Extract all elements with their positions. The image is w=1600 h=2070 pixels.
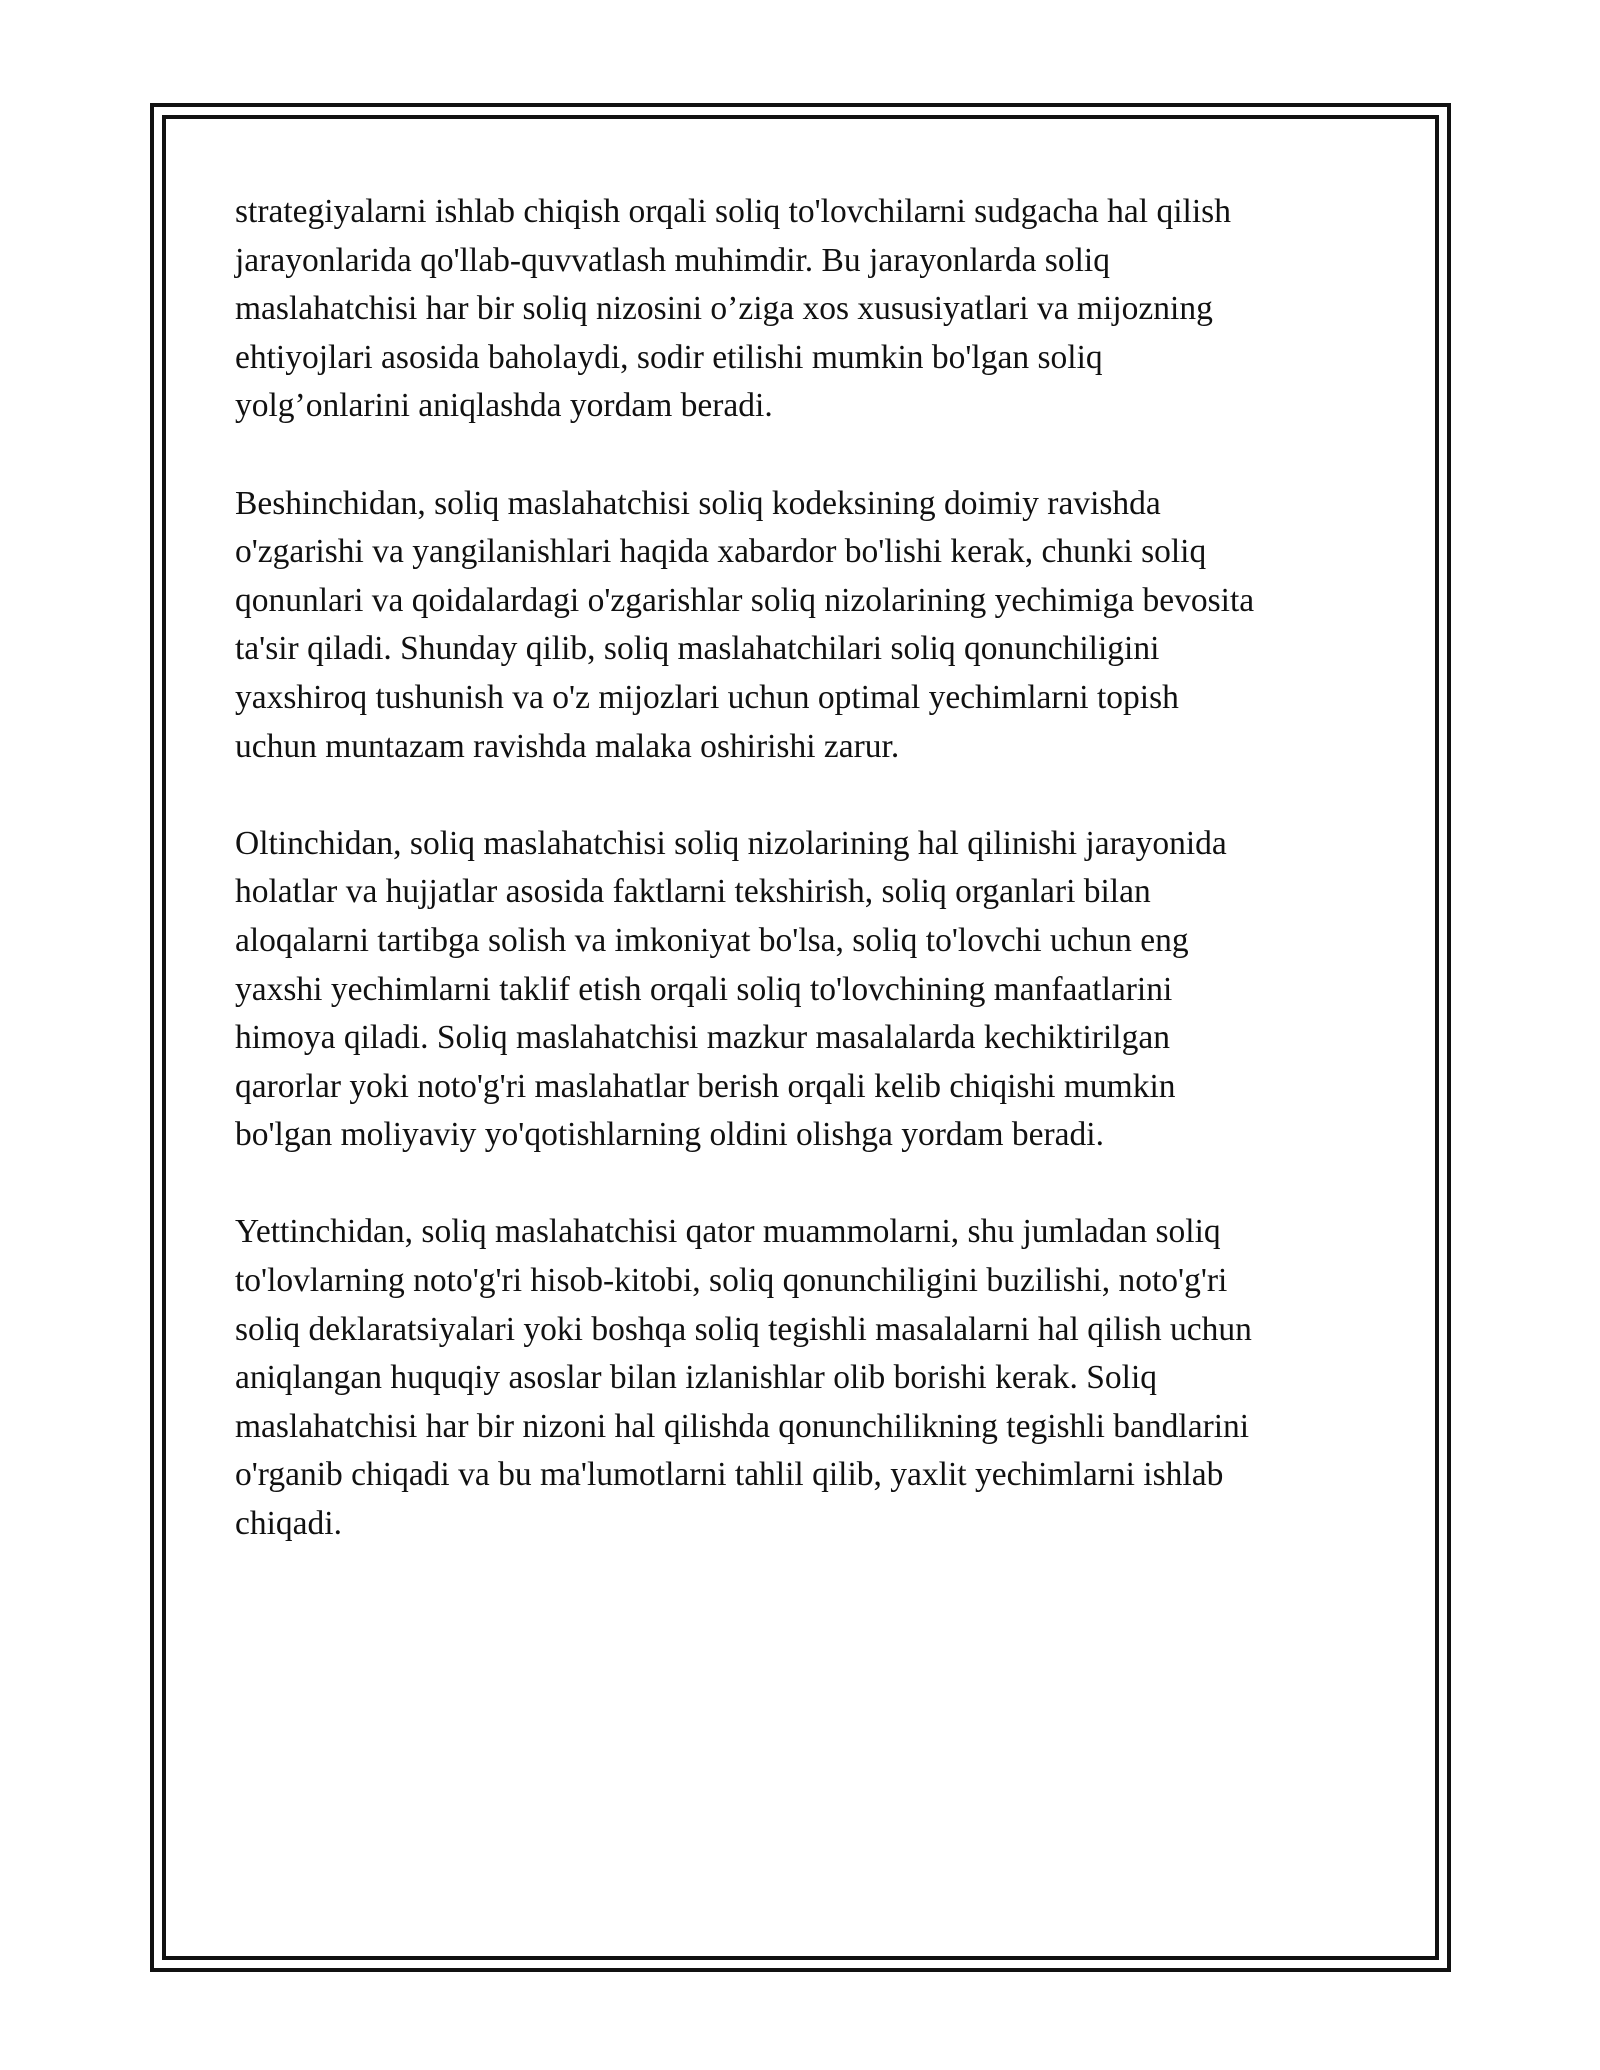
paragraph-2 xyxy=(235,480,1365,772)
text-line: qonunlari va qoidalardagi o'zgarishlar soliq nizolarining yechimiga bevosita xyxy=(235,581,1255,619)
text-line: ehtiyojlari asosida baholaydi, sodir etilishi mumkin bo'lgan soliq xyxy=(235,338,1103,376)
text-line: Beshinchidan, soliq maslahatchisi soliq kodeksining doimiy ravishda xyxy=(235,484,1161,522)
text-line: jarayonlarida qo'llab-quvvatlash muhimdir. Bu jarayonlarda soliq xyxy=(235,241,1110,279)
text-line: o'zgarishi va yangilanishlari haqida xabardor bo'lishi kerak, chunki soliq xyxy=(235,533,1207,571)
text-line: holatlar va hujjatlar asosida faktlarni tekshirish, soliq organlari bilan xyxy=(235,873,1151,911)
text-line: soliq deklaratsiyalari yoki boshqa soliq tegishli masalalarni hal qilish uchun xyxy=(235,1310,1252,1348)
paragraph-3 xyxy=(235,820,1365,1160)
text-line: qarorlar yoki noto'g'ri maslahatlar berish orqali kelib chiqishi mumkin xyxy=(235,1067,1176,1105)
text-line: uchun muntazam ravishda malaka oshirishi zarur. xyxy=(235,727,900,765)
text-line: bo'lgan moliyaviy yo'qotishlarning oldini olishga yordam beradi. xyxy=(235,1116,1104,1154)
paragraph-1 xyxy=(235,188,1365,431)
text-line: strategiyalarni ishlab chiqish orqali soliq to'lovchilarni sudgacha hal qilish xyxy=(235,193,1231,230)
text-line: yaxshi yechimlarni taklif etish orqali soliq to'lovchining manfaatlarini xyxy=(235,970,1173,1008)
text-line: yolg’onlarini aniqlashda yordam beradi. xyxy=(235,387,773,425)
text-line: maslahatchisi har bir soliq nizosini o’ziga xos xususiyatlari va mijozning xyxy=(235,290,1213,328)
text-line: yaxshiroq tushunish va o'z mijozlari uchun optimal yechimlarni topish xyxy=(235,678,1179,716)
text-line: Oltinchidan, soliq maslahatchisi soliq nizolarining hal qilinishi jarayonida xyxy=(235,824,1227,862)
text-line: aniqlangan huquqiy asoslar bilan izlanishlar olib borishi kerak. Soliq xyxy=(235,1359,1158,1397)
text-line: ta'sir qiladi. Shunday qilib, soliq maslahatchilari soliq qonunchiligini xyxy=(235,630,1160,668)
text-line: maslahatchisi har bir nizoni hal qilishda qonunchilikning tegishli bandlarini xyxy=(235,1407,1250,1445)
text-line: o'rganib chiqadi va bu ma'lumotlarni tahlil qilib, yaxlit yechimlarni ishlab xyxy=(235,1456,1224,1494)
text-line: Yettinchidan, soliq maslahatchisi qator muammolarni, shu jumladan soliq xyxy=(235,1213,1221,1251)
paragraph-4 xyxy=(235,1208,1365,1548)
document-body xyxy=(235,188,1365,1597)
text-line: aloqalarni tartibga solish va imkoniyat bo'lsa, soliq to'lovchi uchun eng xyxy=(235,921,1189,959)
text-line: chiqadi. xyxy=(235,1505,342,1543)
text-line: himoya qiladi. Soliq maslahatchisi mazkur masalalarda kechiktirilgan xyxy=(235,1019,1170,1057)
text-line: to'lovlarning noto'g'ri hisob-kitobi, soliq qonunchiligini buzilishi, noto'g'ri xyxy=(235,1262,1228,1300)
